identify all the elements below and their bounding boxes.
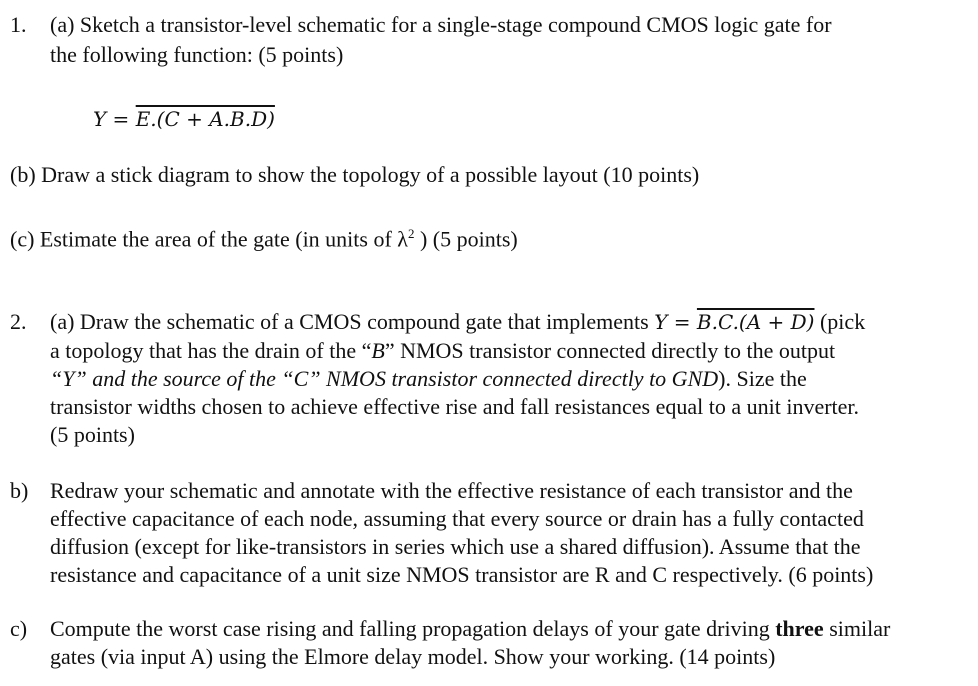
q2a-l2-pre: a topology that has the drain of the “ [50, 338, 372, 363]
q2a-line-4: transistor widths chosen to achieve effective rise and fall resistances equal to a unit inverter. [50, 394, 860, 419]
question-2-number: 2. [10, 309, 27, 334]
q2-eq-lhs: Y = [654, 310, 697, 334]
q2b-line-4: resistance and capacitance of a unit size NMOS transistor are R and C respectively. (6 points) [50, 562, 874, 587]
q1b-text: (b) Draw a stick diagram to show the topology of a possible layout (10 points) [10, 162, 700, 187]
q1c-pre: (c) Estimate the area of the gate (in units of [10, 226, 398, 252]
q2-eq-rhs: B.C.(A + D) [696, 310, 815, 334]
q2a-line-5: (5 points) [50, 422, 135, 447]
q2c-label: c) [10, 616, 28, 641]
q2c-line-2: gates (via input A) using the Elmore delay model. Show your working. (14 points) [50, 644, 776, 669]
q2c-l1-post: similar [823, 616, 891, 641]
q1c-text [10, 220, 518, 253]
q2c-line-1 [50, 615, 890, 643]
superscript: 2 [407, 226, 415, 241]
q2c-l1-pre: Compute the worst case rising and falling propagation delays of your gate driving [50, 616, 776, 641]
q2b-line-3: diffusion (except for like-transistors in series which use a shared diffusion). Assume that the [50, 534, 861, 559]
q2a-line-2 [50, 337, 835, 365]
question-1-number: 1. [10, 12, 27, 37]
equation-rhs: E.(C + A.B.D) [135, 107, 275, 131]
q2a-l3-post: ). Size the [718, 366, 807, 391]
q2b-label: b) [10, 478, 29, 503]
equation-lhs: Y = [93, 107, 136, 131]
q1a-line-2: the following function: (5 points) [50, 42, 344, 67]
q2c-l1-bold: three [775, 616, 824, 641]
q1-equation [93, 105, 275, 133]
q2b-line-2: effective capacitance of each node, assuming that every source or drain has a fully contacted [50, 506, 864, 531]
q1c-post: ) (5 points) [414, 226, 518, 252]
lambda-symbol: λ [397, 226, 408, 252]
q2a-l1-post: (pick [814, 309, 866, 334]
q1a-line-1: (a) Sketch a transistor-level schematic for a single-stage compound CMOS logic gate for [50, 12, 832, 37]
q2a-l2-post: ” NMOS transistor connected directly to the output [384, 338, 836, 363]
q2a-line-3 [50, 365, 807, 393]
q2a-l2-b: B [371, 338, 385, 363]
q2b-line-1: Redraw your schematic and annotate with the effective resistance of each transistor and the [50, 478, 853, 503]
q2a-line-1 [50, 308, 865, 336]
q2a-l1-pre: (a) Draw the schematic of a CMOS compound gate that implements [50, 309, 655, 334]
q2a-l3-italic: “Y” and the source of the “C” NMOS transistor connected directly to GND [50, 366, 719, 391]
